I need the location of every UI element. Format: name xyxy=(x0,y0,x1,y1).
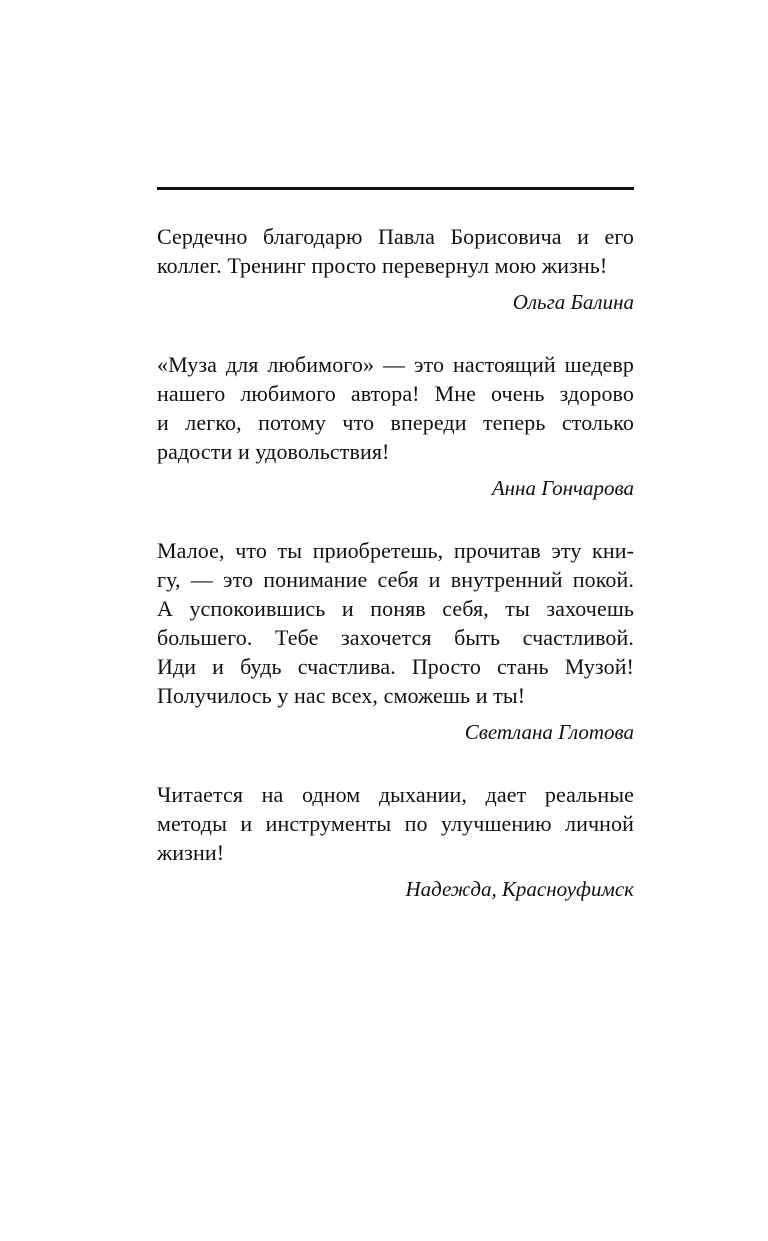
quote-author: Ольга Балина xyxy=(512,290,634,314)
quote-line: жизни! xyxy=(157,840,225,865)
quote-line: большего. Тебе захочется быть счастливой. xyxy=(157,625,634,650)
quote-line: Сердечно благодарю Павла Борисовича и его xyxy=(157,224,634,249)
quote-line: радости и удовольствия! xyxy=(157,439,390,464)
quote-text xyxy=(157,350,634,466)
testimonial-1 xyxy=(157,222,634,317)
testimonial-4 xyxy=(157,780,634,904)
quote-line: Иди и будь счастлива. Просто стань Музой! xyxy=(157,654,634,679)
quote-line: и легко, потому что впереди теперь столько xyxy=(157,410,634,435)
section-divider-rule xyxy=(157,187,634,190)
quote-text xyxy=(157,222,634,280)
testimonial-2 xyxy=(157,350,634,503)
quote-line: методы и инструменты по улучшению личной xyxy=(157,811,634,836)
quote-author: Анна Гончарова xyxy=(491,476,634,500)
quote-line: Читается на одном дыхании, дает реальные xyxy=(157,782,634,807)
quote-text xyxy=(157,780,634,867)
testimonial-3 xyxy=(157,536,634,747)
quote-line: нашего любимого автора! Мне очень здорово xyxy=(157,381,634,406)
quote-line: Малое, что ты приобретешь, прочитав эту кни- xyxy=(157,538,634,563)
quote-line: А успокоившись и поняв себя, ты захочешь xyxy=(157,596,634,621)
quote-line: гу, — это понимание себя и внутренний покой. xyxy=(157,567,634,592)
quote-line: Получилось у нас всех, сможешь и ты! xyxy=(157,683,526,708)
quote-author: Надежда, Красноуфимск xyxy=(405,877,634,901)
quote-author: Светлана Глотова xyxy=(464,720,634,744)
quote-text xyxy=(157,536,634,710)
quote-line: «Муза для любимого» — это настоящий шедевр xyxy=(157,352,634,377)
quote-line: коллег. Тренинг просто перевернул мою жизнь! xyxy=(157,253,608,278)
text-column xyxy=(157,187,634,937)
